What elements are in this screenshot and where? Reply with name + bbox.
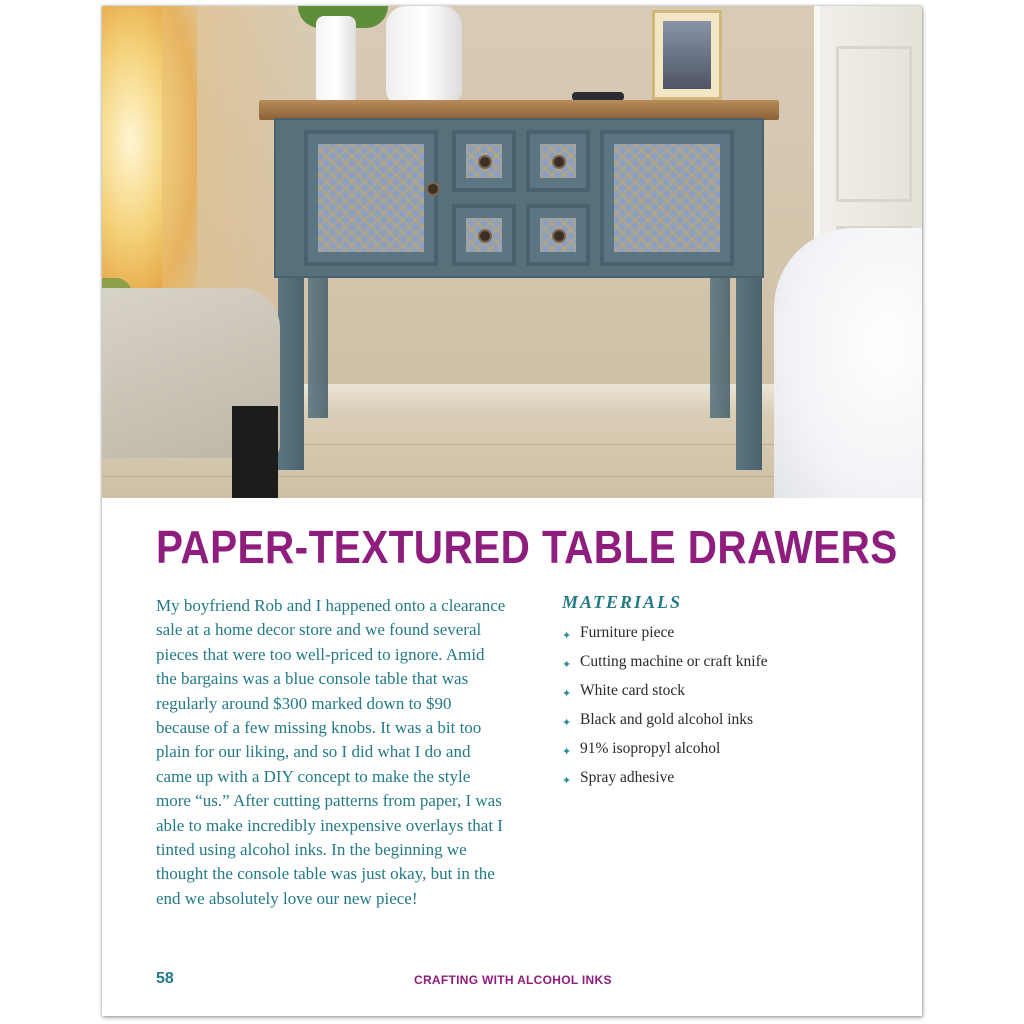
table-top — [259, 100, 779, 120]
knob — [478, 155, 492, 169]
materials-item-label: Furniture piece — [580, 624, 675, 641]
materials-item-label: White card stock — [580, 682, 686, 699]
materials-item — [560, 682, 768, 711]
star-bullet-icon: ✦ — [562, 717, 572, 729]
knob — [552, 229, 566, 243]
table-leg — [278, 278, 304, 470]
materials-item-label: Cutting machine or craft knife — [580, 653, 768, 670]
knob — [426, 182, 440, 196]
star-bullet-icon: ✦ — [562, 746, 572, 758]
left-door-panel — [304, 130, 438, 266]
console-cabinet — [274, 118, 764, 278]
materials-item — [560, 711, 768, 740]
running-footer-book-title: CRAFTING WITH ALCOHOL INKS — [414, 973, 612, 987]
console-table-photo — [102, 6, 922, 498]
star-bullet-icon: ✦ — [562, 630, 572, 642]
materials-item-label: 91% isopropyl alcohol — [580, 740, 721, 757]
materials-heading: MATERIALS — [562, 592, 683, 612]
star-bullet-icon: ✦ — [562, 659, 572, 671]
white-vase — [316, 16, 356, 106]
paper-overlay — [614, 144, 720, 252]
materials-list — [560, 624, 768, 798]
paper-overlay — [318, 144, 424, 252]
star-bullet-icon: ✦ — [562, 775, 572, 787]
article-title: PAPER-TEXTURED TABLE DRAWERS — [156, 521, 898, 573]
photo-frame — [652, 10, 722, 100]
right-door-panel — [600, 130, 734, 266]
white-bedding — [774, 228, 922, 498]
table-leg — [736, 278, 762, 470]
knob — [552, 155, 566, 169]
page-number: 58 — [156, 970, 174, 987]
knob — [478, 229, 492, 243]
materials-item-label: Spray adhesive — [580, 769, 675, 786]
materials-item — [560, 653, 768, 682]
materials-item-label: Black and gold alcohol inks — [580, 711, 754, 728]
table-leg — [308, 278, 328, 418]
star-bullet-icon: ✦ — [562, 688, 572, 700]
materials-item — [560, 740, 768, 769]
table-leg — [710, 278, 730, 418]
chair-leg — [232, 406, 278, 498]
materials-item — [560, 624, 768, 653]
door-panel — [836, 46, 912, 202]
article-body: My boyfriend Rob and I happened onto a clearance sale at a home decor store and we found several pieces that were too well-priced to ignore. Amid the bargains was a blue console table that was regularly around $300 marked down to $90 because of a few missing knobs. It was a bit too plain for our liking, and so I did what I do and came up with a DIY concept to make the style more “us.” After cutting patterns from paper, I was able to make incredibly inexpensive overlays that I tinted using alcohol inks. In the beginning we thought the console table was just okay, but in the end we absolutely love our new piece! — [156, 596, 506, 908]
materials-item — [560, 769, 768, 798]
book-page — [102, 6, 922, 1016]
white-bust-sculpture — [386, 6, 462, 106]
